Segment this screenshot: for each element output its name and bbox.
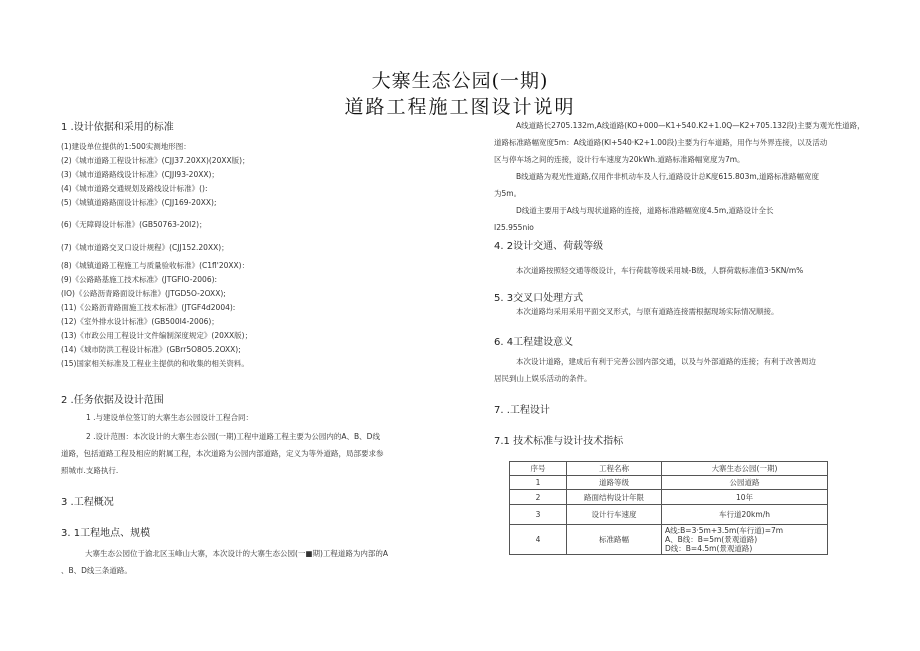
paragraph-line: A线道路长2705.132m,A线道路(KO+000—K1+540.K2+1.0Q—K2+705.132段)主要为观光性道路，	[516, 121, 865, 130]
table-cell: 2	[510, 490, 567, 505]
table-cell: 1	[510, 476, 567, 490]
table-header-cell: 序号	[510, 462, 567, 476]
standards-list-a	[61, 140, 250, 210]
table-cell: 标准路幅	[567, 525, 662, 555]
list-item: (14)《城市防洪工程设计标准》(GBrr5O8O5.2OXX);	[61, 345, 241, 354]
table-cell: 3	[510, 505, 567, 525]
section-7-1-heading: 7.1 技术标准与设计技术指标	[494, 436, 624, 447]
cell-line: D线：B=4.5m(景观道路)	[665, 544, 753, 553]
table-row	[510, 476, 828, 490]
section-2-para-1: 1 .与建设单位签订的大寨生态公园设计工程合同：	[86, 413, 254, 422]
list-item: (12)《室外排水设计标准》(GB500I4-2006)；	[61, 317, 219, 326]
table-cell: 路面结构设计年限	[567, 490, 662, 505]
table-cell: 10年	[662, 490, 828, 505]
standards-list-c	[61, 241, 252, 371]
list-item: (4)《城市道路交通规划及路线设计标准》():	[61, 184, 208, 193]
list-item: (11)《公路沥青路面施工技术标准》(JTGF4d2004):	[61, 303, 236, 312]
paragraph-line: 、B、D线三条道路。	[61, 566, 132, 575]
section-3-heading: 3 .工程概况	[61, 497, 114, 508]
table-header-cell: 工程名称	[567, 462, 662, 476]
table-cell: 设计行车速度	[567, 505, 662, 525]
paragraph-line: 道路，包括道路工程及相应的附属工程，本次道路为公园内部道路，定义为等外道路，局部要求参	[61, 449, 384, 458]
paragraph-line: 本次设计道路，建成后有利于完善公园内部交通，以及与外部道路的连接；有利于改善周边	[516, 357, 816, 366]
paragraph-line: 照城市.支路执行.	[61, 466, 119, 475]
paragraph-line: B线道路为观光性道路,仅用作非机动车及人行,道路设计总K度615.803m,道路标准路幅宽度	[516, 172, 820, 181]
list-item: (IO)《公路沥青路面设计标准》(JTGD5O-2OXX);	[61, 289, 226, 298]
road-lines-description	[494, 117, 865, 236]
section-4-2-para: 本次道路按照轻交通等级设计，车行荷载等级采用城-B级，人群荷载标准值3·5KN/m%	[516, 266, 804, 275]
list-item: (2)《城市道路工程设计标准》(CJJ37.20XX)(20XX版)；	[61, 156, 250, 165]
document-subtitle: 道路工程施工图设计说明	[344, 96, 576, 118]
section-2-para-2	[61, 428, 384, 479]
list-item: (1)建设单位提供的1:500实测地形图：	[61, 142, 191, 151]
paragraph-line: 大寨生态公园位于渝北区玉峰山大寨，本次设计的大寨生态公园(一■期)工程道路为内部的A	[85, 549, 389, 558]
table-cell: 4	[510, 525, 567, 555]
section-2-heading: 2 .任务依据及设计范围	[61, 395, 164, 406]
section-6-4-heading: 6. 4工程建设意义	[494, 337, 574, 348]
table-cell	[662, 525, 828, 555]
table-header-row	[510, 462, 828, 476]
list-item: (6)《无障碍设计标准》(GB50763-20I2)；	[61, 220, 207, 229]
standards-list-b	[61, 218, 207, 232]
cell-line: A、B线：B=5m(景观道路)	[665, 535, 758, 544]
list-item: (13)《市政公用工程设计文件编制深度规定》(20XX版)；	[61, 331, 253, 340]
list-item: (9)《公路路基施工技术标准》(JTGFIO-2006):	[61, 275, 218, 284]
paragraph-line: 区与停车场之间的连接，设计行车速度为20kWh.道路标准路幅宽度为7m。	[494, 155, 745, 164]
table-cell: 公园道路	[662, 476, 828, 490]
table-row	[510, 525, 828, 555]
section-4-2-heading: 4. 2设计交通、荷载等级	[494, 241, 604, 252]
section-6-4-para	[494, 353, 816, 387]
table-cell: 道路等级	[567, 476, 662, 490]
document-title: 大寨生态公园(一期)	[371, 70, 549, 92]
section-3-1-para	[61, 545, 388, 579]
paragraph-line: D线道主要用于A线与现状道路的连接，道路标准路幅宽度4.5m,道路设计全长	[516, 206, 774, 215]
section-5-3-para: 本次道路均采用采用平面交叉形式，与原有道路连接需根据现场实际情况顺接。	[516, 307, 779, 316]
paragraph-line: 2 .设计范围：本次设计的大寨生态公园(一期)工程中道路工程主要为公园内的A、B、D线	[86, 432, 380, 441]
cell-line: A线:B=3·5m+3.5m(车行道)=7m	[665, 526, 784, 535]
table-row	[510, 505, 828, 525]
table-row	[510, 490, 828, 505]
section-5-3-heading: 5. 3交叉口处理方式	[494, 293, 584, 304]
list-item: (3)《城市道路路线设计标准》(CJJI93-20XX)；	[61, 170, 219, 179]
section-3-1-heading: 3. 1工程地点、规模	[61, 528, 151, 539]
section-1-heading: 1 .设计依据和采用的标准	[61, 122, 174, 133]
section-7-heading: 7. .工程设计	[494, 405, 550, 416]
paragraph-line: 居民到山上娱乐活动的条件。	[494, 374, 592, 383]
list-item: (8)《城镇道路工程施工与质量验收标准》(C1fl'20XX)：	[61, 261, 250, 270]
list-item: (7)《城市道路交叉口设计规程》(CJJ152.20XX)；	[61, 243, 229, 252]
list-item: (5)《城镇道路路面设计标准》(CJJ169-20XX);	[61, 198, 217, 207]
paragraph-line: 道路标准路幅宽度5m：A线道路(Kl+540·K2+1.00段)主要为行车道路，用作与外界连接，以及活动	[494, 138, 828, 147]
table-header-cell: 大寨生态公园(一期)	[662, 462, 828, 476]
table-cell: 车行道20km/h	[662, 505, 828, 525]
paragraph-line: I25.955nio	[494, 223, 534, 232]
paragraph-line: 为5m。	[494, 189, 522, 198]
tech-standards-table	[509, 461, 828, 555]
list-item: (15)国家相关标准及工程业主提供的和收集的相关资料。	[61, 359, 249, 368]
